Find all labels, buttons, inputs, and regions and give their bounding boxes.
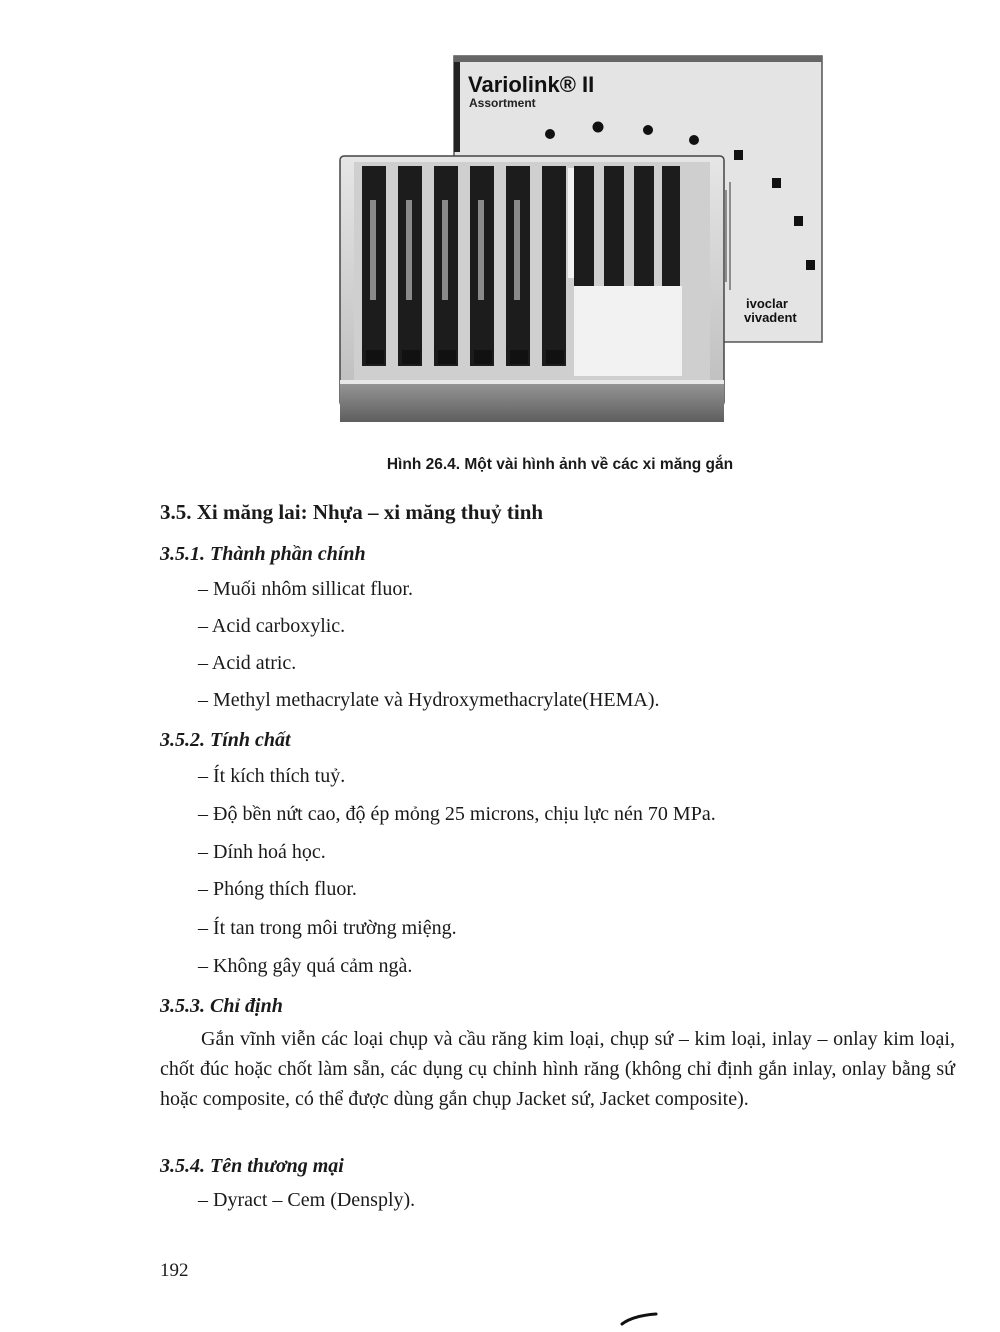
- list-item: – Dính hoá học.: [198, 841, 326, 863]
- box-brand-label: Variolink® II: [468, 72, 595, 97]
- list-item: – Methyl methacrylate và Hydroxymethacrylate(HEMA).: [198, 689, 660, 711]
- list-item: – Không gây quá cảm ngà.: [198, 955, 413, 977]
- subsection-title-properties: 3.5.2. Tính chất: [160, 729, 291, 751]
- scan-mark: [618, 1310, 668, 1332]
- list-item: – Acid atric.: [198, 652, 297, 674]
- product-photo-drawing: [336, 50, 828, 432]
- figure-caption: Hình 26.4. Một vài hình ảnh về các xi măng gắn: [386, 456, 734, 473]
- subsection-title-indications: 3.5.3. Chỉ định: [160, 995, 283, 1017]
- section-title: 3.5. Xi măng lai: Nhựa – xi măng thuỷ tinh: [160, 500, 544, 524]
- list-item: – Ít kích thích tuỷ.: [198, 765, 346, 787]
- list-item: – Độ bền nứt cao, độ ép mỏng 25 microns, chịu lực nén 70 MPa.: [198, 803, 716, 825]
- list-item: – Acid carboxylic.: [198, 615, 346, 637]
- list-item: – Dyract – Cem (Densply).: [198, 1189, 416, 1211]
- box-maker-label-2: vivadent: [744, 310, 797, 325]
- box-maker-label-1: ivoclar: [746, 296, 788, 311]
- list-item: – Muối nhôm sillicat fluor.: [198, 578, 413, 600]
- page-number: 192: [160, 1260, 189, 1281]
- box-sub-label: Assortment: [469, 96, 536, 110]
- subsection-title-trade-names: 3.5.4. Tên thương mại: [160, 1155, 344, 1177]
- tray-base: [340, 380, 724, 422]
- list-item: – Phóng thích fluor.: [198, 878, 357, 900]
- subsection-title-composition: 3.5.1. Thành phần chính: [160, 543, 366, 565]
- indications-paragraph: Gắn vĩnh viễn các loại chụp và cầu răng kim loại, chụp sứ – kim loại, inlay – onlay kim loại, chốt đúc hoặc chốt làm sẵn, các dụng cụ chỉnh hình răng (không chỉ định gắn inlay, onlay bằng sứ hoặc composite, có thể được dùng gắn chụp Jacket sứ, Jacket composite).: [160, 1028, 955, 1110]
- product-photo: [336, 50, 828, 432]
- list-item: – Ít tan trong môi trường miệng.: [198, 917, 457, 939]
